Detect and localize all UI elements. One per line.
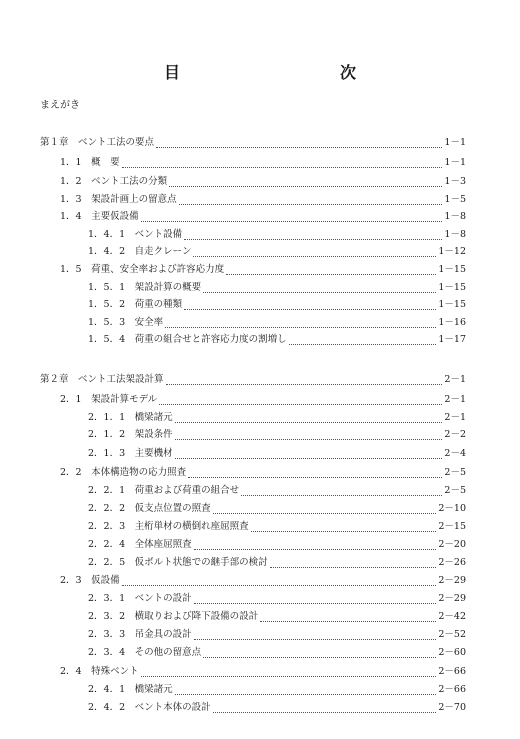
toc-leader-dots bbox=[213, 703, 437, 713]
toc-leader-dots bbox=[194, 630, 437, 640]
toc-section[interactable] bbox=[60, 156, 466, 170]
toc-page-number: 2－15 bbox=[438, 521, 466, 532]
toc-entry-title: 2．1 架設計算モデル bbox=[60, 394, 158, 405]
toc-leader-dots bbox=[251, 522, 437, 532]
toc-page-number: 2－29 bbox=[438, 593, 466, 604]
toc-leader-dots bbox=[141, 212, 443, 222]
toc-entry-title: 1．2 ベント工法の分類 bbox=[60, 176, 168, 187]
toc-leader-dots bbox=[188, 468, 442, 478]
toc-page-number: 1－8 bbox=[444, 229, 466, 240]
toc-subsection[interactable] bbox=[88, 610, 466, 624]
toc-subsection[interactable] bbox=[88, 447, 466, 461]
toc-leader-dots bbox=[194, 594, 437, 604]
toc-page-number: 1－1 bbox=[444, 157, 466, 168]
toc-entry-title: 1．4．2 自走クレーン bbox=[88, 246, 192, 257]
toc-page-number: 1－15 bbox=[438, 282, 466, 293]
toc-page-number: 2－5 bbox=[444, 485, 466, 496]
toc-section[interactable] bbox=[60, 210, 466, 224]
toc-subsection[interactable] bbox=[88, 428, 466, 442]
toc-entry-title: 2．2．2 仮支点位置の照査 bbox=[88, 503, 211, 514]
toc-leader-dots bbox=[194, 540, 437, 550]
toc-chapter[interactable] bbox=[40, 373, 466, 387]
toc-leader-dots bbox=[175, 430, 443, 440]
toc-leader-dots bbox=[159, 395, 442, 405]
toc-leader-dots bbox=[241, 486, 442, 496]
toc-page-number: 2－70 bbox=[438, 702, 466, 713]
toc-leader-dots bbox=[289, 335, 437, 345]
toc-subsection[interactable] bbox=[88, 538, 466, 552]
toc-page-number: 1－16 bbox=[438, 317, 466, 328]
toc-leader-dots bbox=[213, 504, 437, 514]
toc-entry-title: 2．1．1 橋梁諸元 bbox=[88, 412, 173, 423]
toc-page-number: 2－2 bbox=[444, 429, 466, 440]
preface-link[interactable]: まえがき bbox=[40, 100, 80, 111]
toc-section[interactable] bbox=[60, 263, 466, 277]
toc-entry-title: 2．2．5 仮ボルト状態での継手部の検討 bbox=[88, 557, 268, 568]
toc-page-number: 2－66 bbox=[438, 684, 466, 695]
toc-entry-title: 2．1．3 主要機材 bbox=[88, 448, 173, 459]
toc-page-number: 2－10 bbox=[438, 503, 466, 514]
toc-leader-dots bbox=[203, 283, 436, 293]
toc-subsection[interactable] bbox=[88, 333, 466, 347]
toc-entry-title: 1．5 荷重、安全率および許容応力度 bbox=[60, 264, 225, 275]
toc-entry-title: 2．3．1 ベントの設計 bbox=[88, 593, 192, 604]
toc-page-number: 2－66 bbox=[438, 666, 466, 677]
toc-entry-title: 2．2．1 荷重および荷重の組合せ bbox=[88, 485, 240, 496]
toc-section[interactable] bbox=[60, 466, 466, 480]
toc-leader-dots bbox=[141, 667, 437, 677]
toc-entry-title: 2．4．1 橋梁諸元 bbox=[88, 684, 173, 695]
toc-leader-dots bbox=[270, 558, 437, 568]
toc-entry-title: 2．3．3 吊金具の設計 bbox=[88, 629, 192, 640]
toc-page-number: 1－17 bbox=[438, 334, 466, 345]
toc-subsection[interactable] bbox=[88, 502, 466, 516]
toc-leader-dots bbox=[122, 576, 437, 586]
toc-page-number: 2－1 bbox=[444, 374, 466, 385]
page-title: 目 次 bbox=[163, 63, 428, 82]
toc-page-number: 1－15 bbox=[438, 264, 466, 275]
toc-entry-title: 1．3 架設計画上の留意点 bbox=[60, 194, 177, 205]
toc-subsection[interactable] bbox=[88, 228, 466, 242]
toc-leader-dots bbox=[122, 158, 443, 168]
toc-page-number: 1－8 bbox=[444, 211, 466, 222]
toc-page-number: 2－1 bbox=[444, 394, 466, 405]
toc-page-number: 2－60 bbox=[438, 647, 466, 658]
toc-entry-title: 1．1 概 要 bbox=[60, 157, 120, 168]
toc-page-number: 2－42 bbox=[438, 611, 466, 622]
toc-subsection[interactable] bbox=[88, 556, 466, 570]
toc-entry-title: 2．4 特殊ベント bbox=[60, 666, 139, 677]
toc-subsection[interactable] bbox=[88, 245, 466, 259]
toc-leader-dots bbox=[179, 195, 443, 205]
toc-page-number: 2－4 bbox=[444, 448, 466, 459]
toc-entry-title: 1．5．1 架設計算の概要 bbox=[88, 282, 202, 293]
toc-subsection[interactable] bbox=[88, 520, 466, 534]
toc-entry-title: 第２章 ベント工法架設計算 bbox=[40, 374, 164, 385]
toc-leader-dots bbox=[175, 449, 443, 459]
toc-section[interactable] bbox=[60, 193, 466, 207]
toc-subsection[interactable] bbox=[88, 592, 466, 606]
toc-page-number: 2－20 bbox=[438, 539, 466, 550]
toc-page-number: 2－26 bbox=[438, 557, 466, 568]
toc-leader-dots bbox=[184, 230, 442, 240]
toc-leader-dots bbox=[193, 247, 436, 257]
toc-entry-title: 1．4 主要仮設備 bbox=[60, 211, 139, 222]
toc-leader-dots bbox=[203, 648, 436, 658]
toc-subsection[interactable] bbox=[88, 628, 466, 642]
toc-page-number: 2－5 bbox=[444, 467, 466, 478]
toc-page-number: 1－3 bbox=[444, 176, 466, 187]
toc-section[interactable] bbox=[60, 665, 466, 679]
toc-subsection[interactable] bbox=[88, 646, 466, 660]
toc-section[interactable] bbox=[60, 175, 466, 189]
toc-page-number: 1－5 bbox=[444, 194, 466, 205]
toc-entry-title: 2．3．2 横取りおよび降下設備の設計 bbox=[88, 611, 259, 622]
toc-section[interactable] bbox=[60, 393, 466, 407]
toc-subsection[interactable] bbox=[88, 281, 466, 295]
toc-leader-dots bbox=[156, 138, 442, 148]
toc-subsection[interactable] bbox=[88, 411, 466, 425]
toc-entry-title: 1．5．3 安全率 bbox=[88, 317, 164, 328]
toc-subsection[interactable] bbox=[88, 701, 466, 715]
toc-page-number: 2－29 bbox=[438, 575, 466, 586]
toc-entry-title: 2．3．4 その他の留意点 bbox=[88, 647, 202, 658]
toc-entry-title: 2．2 本体構造物の応力照査 bbox=[60, 467, 187, 478]
toc-subsection[interactable] bbox=[88, 484, 466, 498]
toc-leader-dots bbox=[260, 612, 436, 622]
toc-entry-title: 1．4．1 ベント設備 bbox=[88, 229, 183, 240]
toc-page-number: 1－12 bbox=[438, 246, 466, 257]
toc-chapter[interactable] bbox=[40, 136, 466, 150]
toc-subsection[interactable] bbox=[88, 298, 466, 312]
toc-leader-dots bbox=[184, 300, 436, 310]
toc-page-number: 2－1 bbox=[444, 412, 466, 423]
toc-leader-dots bbox=[175, 413, 443, 423]
toc-entry-title: 1．5．4 荷重の組合せと許容応力度の割増し bbox=[88, 334, 287, 345]
toc-page-number: 1－15 bbox=[438, 299, 466, 310]
toc-page-number: 2－52 bbox=[438, 629, 466, 640]
toc-subsection[interactable] bbox=[88, 683, 466, 697]
toc-entry-title: 2．4．2 ベント本体の設計 bbox=[88, 702, 211, 713]
toc-leader-dots bbox=[165, 318, 436, 328]
toc-leader-dots bbox=[175, 685, 437, 695]
toc-entry-title: 2．1．2 架設条件 bbox=[88, 429, 173, 440]
toc-entry-title: 2．2．3 主桁単材の横倒れ座屈照査 bbox=[88, 521, 249, 532]
toc-leader-dots bbox=[166, 375, 443, 385]
toc-section[interactable] bbox=[60, 574, 466, 588]
toc-entry-title: 2．2．4 全体座屈照査 bbox=[88, 539, 192, 550]
toc-leader-dots bbox=[169, 177, 442, 187]
toc-page-number: 1－1 bbox=[444, 137, 466, 148]
toc-entry-title: 2．3 仮設備 bbox=[60, 575, 120, 586]
toc-entry-title: 1．5．2 荷重の種類 bbox=[88, 299, 183, 310]
toc-leader-dots bbox=[226, 265, 436, 275]
toc-entry-title: 第１章 ベント工法の要点 bbox=[40, 137, 155, 148]
toc-subsection[interactable] bbox=[88, 316, 466, 330]
